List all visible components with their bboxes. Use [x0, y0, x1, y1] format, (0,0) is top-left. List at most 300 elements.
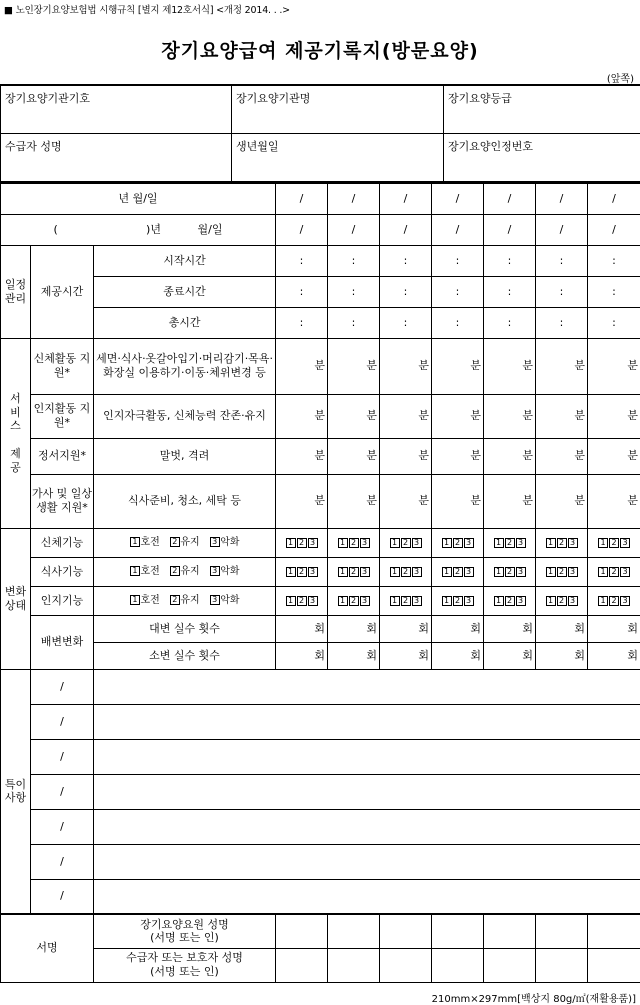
service-record-table [0, 182, 640, 983]
status-checkbox[interactable]: 3 [620, 538, 630, 548]
status-checkbox[interactable]: 3 [464, 538, 474, 548]
status-checkbox[interactable]: 3 [308, 567, 318, 577]
date-row-label [1, 183, 276, 214]
end-time-day-1[interactable]: : [276, 276, 328, 307]
caregiver-signature-day-5[interactable] [484, 914, 536, 948]
signature-label: 서명 [1, 914, 94, 982]
status-checkbox-group [337, 567, 370, 577]
option-worsened: 악화 [220, 566, 239, 577]
service-1-minutes-day-7[interactable]: 분 [588, 338, 640, 394]
special-note-text-7[interactable] [94, 879, 640, 914]
service-3-minutes-day-6[interactable]: 분 [536, 438, 588, 474]
status-checkbox[interactable]: 1 [390, 538, 400, 548]
status-checkbox[interactable]: 1 [286, 567, 296, 577]
status-options [129, 537, 239, 548]
date-day-4[interactable]: / [432, 183, 484, 214]
change-2-day-4 [432, 557, 484, 586]
special-note-date-6[interactable]: / [31, 844, 94, 879]
total-time-day-4[interactable]: : [432, 307, 484, 338]
status-checkbox[interactable]: 3 [568, 567, 578, 577]
guardian-signature-day-3[interactable] [380, 948, 432, 982]
status-checkbox[interactable]: 3 [412, 538, 422, 548]
caregiver-signature-day-1[interactable] [276, 914, 328, 948]
service-4-minutes-day-2[interactable]: 분 [328, 474, 380, 528]
option-box-1[interactable]: 1 [130, 537, 140, 547]
special-note-text-4[interactable] [94, 774, 640, 809]
guardian-signature-day-1[interactable] [276, 948, 328, 982]
recipient-name-label: 수급자 성명 [5, 140, 62, 153]
change-options-2 [94, 557, 276, 586]
guardian-name-label: 수급자 또는 보호자 성명 [126, 951, 243, 964]
caregiver-name-label: 장기요양요원 성명 [140, 918, 229, 931]
bowel-count-day-3[interactable]: 회 [380, 615, 432, 642]
service-3-minutes-day-2[interactable]: 분 [328, 438, 380, 474]
bowel-count-day-1[interactable]: 회 [276, 615, 328, 642]
guardian-signature-day-4[interactable] [432, 948, 484, 982]
option-maintained: 유지 [180, 595, 199, 606]
option-maintained: 유지 [180, 537, 199, 548]
guardian-signature-label [94, 948, 276, 982]
status-checkbox[interactable]: 1 [338, 567, 348, 577]
status-checkbox[interactable]: 2 [557, 538, 567, 548]
status-checkbox-group [285, 538, 318, 548]
change-1-day-3 [380, 528, 432, 557]
status-checkbox[interactable]: 1 [338, 596, 348, 606]
excretion-label: 배변변화 [31, 615, 94, 669]
year-date-day-7[interactable]: / [588, 214, 640, 245]
status-checkbox[interactable]: 1 [598, 567, 608, 577]
total-time-label: 총시간 [94, 307, 276, 338]
change-2-day-2 [328, 557, 380, 586]
special-note-text-6[interactable] [94, 844, 640, 879]
special-section-label [1, 778, 30, 806]
option-box-1[interactable]: 1 [130, 595, 140, 605]
urine-count-day-2[interactable]: 회 [328, 642, 380, 669]
status-checkbox[interactable]: 2 [401, 596, 411, 606]
option-box-3[interactable]: 3 [210, 537, 220, 547]
birth-date-field[interactable] [232, 133, 444, 181]
service-category-4: 가사 및 일상생활 지원* [31, 474, 94, 528]
service-category-2: 인지활동 지원* [31, 394, 94, 438]
change-3-day-4 [432, 586, 484, 615]
total-time-day-7[interactable]: : [588, 307, 640, 338]
service-section-label-char: 제 [1, 447, 30, 461]
status-checkbox-group [493, 567, 526, 577]
status-checkbox-group [285, 567, 318, 577]
law-reference-note: ■ 노인장기요양보험법 시행규칙 [별지 제12호서식] <개정 2014. . .> [4, 2, 290, 16]
urine-count-day-7[interactable]: 회 [588, 642, 640, 669]
option-box-1[interactable]: 1 [130, 566, 140, 576]
caregiver-signature-day-7[interactable] [588, 914, 640, 948]
caregiver-sign-note: (서명 또는 인) [150, 931, 219, 944]
urine-count-day-5[interactable]: 회 [484, 642, 536, 669]
status-checkbox[interactable]: 2 [505, 538, 515, 548]
service-4-minutes-day-7[interactable]: 분 [588, 474, 640, 528]
service-3-minutes-day-3[interactable]: 분 [380, 438, 432, 474]
status-checkbox[interactable]: 3 [620, 596, 630, 606]
status-checkbox[interactable]: 2 [349, 567, 359, 577]
change-3-day-5 [484, 586, 536, 615]
end-time-day-2[interactable]: : [328, 276, 380, 307]
status-checkbox-group [441, 596, 474, 606]
status-checkbox[interactable]: 3 [516, 596, 526, 606]
date-day-5[interactable]: / [484, 183, 536, 214]
special-note-date-4[interactable]: / [31, 774, 94, 809]
option-improved: 호전 [140, 566, 159, 577]
status-checkbox[interactable]: 3 [516, 567, 526, 577]
start-time-day-1[interactable]: : [276, 245, 328, 276]
status-checkbox[interactable]: 1 [286, 538, 296, 548]
front-page-label: (앞쪽) [607, 70, 634, 85]
end-time-day-7[interactable]: : [588, 276, 640, 307]
total-time-day-5[interactable]: : [484, 307, 536, 338]
status-checkbox[interactable]: 3 [568, 538, 578, 548]
paper-spec: 210mm×297mm[백상지 80g/㎡(재활용품)] [432, 990, 636, 1005]
status-checkbox-group [337, 538, 370, 548]
total-time-day-3[interactable]: : [380, 307, 432, 338]
service-2-minutes-day-5[interactable]: 분 [484, 394, 536, 438]
month-day-label: 월/일 [198, 223, 223, 236]
urine-count-label: 소변 실수 횟수 [94, 642, 276, 669]
service-2-minutes-day-3[interactable]: 분 [380, 394, 432, 438]
service-4-minutes-day-5[interactable]: 분 [484, 474, 536, 528]
service-3-minutes-day-5[interactable]: 분 [484, 438, 536, 474]
cert-number-label: 장기요양인정번호 [448, 140, 533, 153]
service-1-minutes-day-3[interactable]: 분 [380, 338, 432, 394]
status-checkbox[interactable]: 3 [360, 538, 370, 548]
status-checkbox[interactable]: 2 [609, 538, 619, 548]
special-note-date-7[interactable]: / [31, 879, 94, 914]
end-time-day-3[interactable]: : [380, 276, 432, 307]
bowel-count-day-6[interactable]: 회 [536, 615, 588, 642]
change-2-day-1 [276, 557, 328, 586]
basic-info-table [0, 84, 640, 182]
special-note-text-3[interactable] [94, 739, 640, 774]
caregiver-signature-label [94, 914, 276, 948]
institution-code-label: 장기요양기관기호 [5, 92, 90, 105]
service-detail-1: 세면·식사·옷갈아입기·머리감기·목욕·화장실 이용하기·이동·체위변경 등 [94, 338, 276, 394]
total-time-day-2[interactable]: : [328, 307, 380, 338]
service-section-label-char: 공 [1, 461, 30, 475]
service-time-group [31, 245, 94, 338]
status-checkbox-group [493, 538, 526, 548]
change-1-day-5 [484, 528, 536, 557]
year-date-day-1[interactable]: / [276, 214, 328, 245]
option-improved: 호전 [140, 537, 159, 548]
start-time-day-6[interactable]: : [536, 245, 588, 276]
status-checkbox-group [545, 567, 578, 577]
status-checkbox[interactable]: 2 [453, 596, 463, 606]
service-1-minutes-day-1[interactable]: 분 [276, 338, 328, 394]
special-note-date-1[interactable]: / [31, 669, 94, 704]
service-3-minutes-day-4[interactable]: 분 [432, 438, 484, 474]
schedule-section-label-char: 관리 [1, 292, 30, 306]
special-section-label-char: 사항 [1, 791, 30, 805]
institution-name-field[interactable] [232, 85, 444, 133]
option-box-2[interactable]: 2 [170, 595, 180, 605]
recipient-name-field[interactable] [1, 133, 232, 181]
change-1-day-4 [432, 528, 484, 557]
cert-number-field[interactable] [444, 133, 640, 181]
special-note-date-3[interactable]: / [31, 739, 94, 774]
bowel-count-day-4[interactable]: 회 [432, 615, 484, 642]
caregiver-signature-day-6[interactable] [536, 914, 588, 948]
special-note-text-1[interactable] [94, 669, 640, 704]
urine-count-day-1[interactable]: 회 [276, 642, 328, 669]
status-checkbox[interactable]: 2 [349, 538, 359, 548]
total-time-day-6[interactable]: : [536, 307, 588, 338]
status-checkbox[interactable]: 3 [464, 567, 474, 577]
option-improved: 호전 [140, 595, 159, 606]
end-time-day-5[interactable]: : [484, 276, 536, 307]
option-box-3[interactable]: 3 [210, 595, 220, 605]
status-checkbox[interactable]: 2 [609, 567, 619, 577]
service-1-minutes-day-2[interactable]: 분 [328, 338, 380, 394]
guardian-sign-note: (서명 또는 인) [150, 965, 219, 978]
year-date-day-5[interactable]: / [484, 214, 536, 245]
change-1-day-6 [536, 528, 588, 557]
year-date-day-3[interactable]: / [380, 214, 432, 245]
status-checkbox-group [337, 596, 370, 606]
end-time-day-6[interactable]: : [536, 276, 588, 307]
service-4-minutes-day-4[interactable]: 분 [432, 474, 484, 528]
status-options [129, 566, 239, 577]
status-checkbox[interactable]: 1 [494, 567, 504, 577]
change-2-day-5 [484, 557, 536, 586]
status-checkbox-group [389, 567, 422, 577]
service-3-minutes-day-1[interactable]: 분 [276, 438, 328, 474]
status-checkbox[interactable]: 1 [338, 538, 348, 548]
service-section-label [1, 392, 30, 475]
status-checkbox[interactable]: 2 [505, 596, 515, 606]
guardian-signature-day-7[interactable] [588, 948, 640, 982]
change-section-label-char: 상태 [1, 599, 30, 613]
caregiver-signature-day-2[interactable] [328, 914, 380, 948]
status-checkbox[interactable]: 1 [442, 567, 452, 577]
date-day-6[interactable]: / [536, 183, 588, 214]
status-checkbox-group [598, 538, 631, 548]
service-4-minutes-day-6[interactable]: 분 [536, 474, 588, 528]
change-row-label-1: 신체기능 [31, 528, 94, 557]
status-checkbox[interactable]: 2 [453, 567, 463, 577]
status-checkbox-group [441, 538, 474, 548]
status-checkbox[interactable]: 3 [464, 596, 474, 606]
status-checkbox[interactable]: 2 [297, 538, 307, 548]
status-checkbox[interactable]: 2 [297, 596, 307, 606]
guardian-signature-day-2[interactable] [328, 948, 380, 982]
caregiver-signature-day-3[interactable] [380, 914, 432, 948]
status-checkbox[interactable]: 2 [609, 596, 619, 606]
date-day-3[interactable]: / [380, 183, 432, 214]
bowel-count-day-7[interactable]: 회 [588, 615, 640, 642]
change-section-label [1, 585, 30, 613]
year-row-label [1, 214, 276, 245]
status-checkbox[interactable]: 1 [546, 538, 556, 548]
guardian-signature-day-5[interactable] [484, 948, 536, 982]
status-checkbox-group [545, 538, 578, 548]
status-checkbox[interactable]: 1 [390, 596, 400, 606]
status-checkbox[interactable]: 3 [568, 596, 578, 606]
schedule-section [1, 245, 31, 338]
change-2-day-3 [380, 557, 432, 586]
status-checkbox[interactable]: 2 [557, 567, 567, 577]
status-checkbox-group [285, 596, 318, 606]
institution-code-field[interactable] [1, 85, 232, 133]
status-checkbox[interactable]: 2 [505, 567, 515, 577]
status-checkbox[interactable]: 2 [297, 567, 307, 577]
service-1-minutes-day-5[interactable]: 분 [484, 338, 536, 394]
status-checkbox-group [493, 596, 526, 606]
change-1-day-7 [588, 528, 640, 557]
status-checkbox-group [598, 567, 631, 577]
status-checkbox[interactable]: 3 [516, 538, 526, 548]
bowel-count-day-5[interactable]: 회 [484, 615, 536, 642]
start-time-label: 시작시간 [94, 245, 276, 276]
service-2-minutes-day-6[interactable]: 분 [536, 394, 588, 438]
urine-count-day-6[interactable]: 회 [536, 642, 588, 669]
service-2-minutes-day-4[interactable]: 분 [432, 394, 484, 438]
change-2-day-6 [536, 557, 588, 586]
status-checkbox[interactable]: 1 [546, 567, 556, 577]
service-section-label-char: 스 [1, 419, 30, 433]
status-checkbox[interactable]: 1 [286, 596, 296, 606]
service-detail-4: 식사준비, 청소, 세탁 등 [94, 474, 276, 528]
status-checkbox[interactable]: 3 [620, 567, 630, 577]
service-2-minutes-day-7[interactable]: 분 [588, 394, 640, 438]
option-box-2[interactable]: 2 [170, 537, 180, 547]
year-open-paren: ( [54, 223, 58, 236]
status-checkbox[interactable]: 1 [442, 596, 452, 606]
change-3-day-3 [380, 586, 432, 615]
care-grade-field[interactable] [444, 85, 640, 133]
status-checkbox[interactable]: 1 [546, 596, 556, 606]
status-checkbox[interactable]: 3 [308, 596, 318, 606]
status-checkbox[interactable]: 1 [494, 596, 504, 606]
service-2-minutes-day-1[interactable]: 분 [276, 394, 328, 438]
special-note-text-2[interactable] [94, 704, 640, 739]
start-time-day-5[interactable]: : [484, 245, 536, 276]
special-section-label-char: 특이 [1, 778, 30, 792]
option-box-2[interactable]: 2 [170, 566, 180, 576]
service-detail-3: 말벗, 격려 [94, 438, 276, 474]
status-checkbox[interactable]: 1 [390, 567, 400, 577]
status-checkbox-group [389, 538, 422, 548]
service-section-label-char: 비 [1, 406, 30, 420]
service-section [1, 338, 31, 528]
date-day-1[interactable]: / [276, 183, 328, 214]
status-checkbox[interactable]: 3 [412, 567, 422, 577]
status-checkbox[interactable]: 3 [412, 596, 422, 606]
urine-count-day-4[interactable]: 회 [432, 642, 484, 669]
status-checkbox[interactable]: 2 [401, 538, 411, 548]
status-checkbox[interactable]: 2 [557, 596, 567, 606]
special-note-text-5[interactable] [94, 809, 640, 844]
start-time-day-7[interactable]: : [588, 245, 640, 276]
change-row-label-2: 식사기능 [31, 557, 94, 586]
start-time-day-2[interactable]: : [328, 245, 380, 276]
service-section-label-char [1, 433, 30, 447]
option-box-3[interactable]: 3 [210, 566, 220, 576]
status-checkbox[interactable]: 1 [442, 538, 452, 548]
total-time-day-1[interactable]: : [276, 307, 328, 338]
schedule-section-label-char: 일정 [1, 278, 30, 292]
change-3-day-2 [328, 586, 380, 615]
status-checkbox[interactable]: 3 [360, 596, 370, 606]
change-section-label-char: 변화 [1, 585, 30, 599]
change-3-day-6 [536, 586, 588, 615]
service-time-label: 제공시간 [41, 285, 84, 298]
start-time-day-4[interactable]: : [432, 245, 484, 276]
change-1-day-2 [328, 528, 380, 557]
status-options [129, 595, 239, 606]
service-category-1: 신체활동 지원* [31, 338, 94, 394]
guardian-signature-day-6[interactable] [536, 948, 588, 982]
status-checkbox[interactable]: 3 [360, 567, 370, 577]
change-1-day-1 [276, 528, 328, 557]
date-ymd-label: 년 월/일 [118, 192, 157, 205]
schedule-section-label [1, 278, 30, 306]
status-checkbox[interactable]: 2 [349, 596, 359, 606]
bowel-count-label: 대변 실수 횟수 [94, 615, 276, 642]
start-time-day-3[interactable]: : [380, 245, 432, 276]
service-1-minutes-day-4[interactable]: 분 [432, 338, 484, 394]
year-date-day-4[interactable]: / [432, 214, 484, 245]
change-2-day-7 [588, 557, 640, 586]
caregiver-signature-day-4[interactable] [432, 914, 484, 948]
change-options-1 [94, 528, 276, 557]
bowel-count-day-2[interactable]: 회 [328, 615, 380, 642]
special-note-date-5[interactable]: / [31, 809, 94, 844]
change-section [1, 528, 31, 669]
change-3-day-7 [588, 586, 640, 615]
urine-count-day-3[interactable]: 회 [380, 642, 432, 669]
change-row-label-3: 인지기능 [31, 586, 94, 615]
birth-date-label: 생년월일 [236, 140, 279, 153]
service-2-minutes-day-2[interactable]: 분 [328, 394, 380, 438]
service-1-minutes-day-6[interactable]: 분 [536, 338, 588, 394]
status-checkbox[interactable]: 1 [598, 596, 608, 606]
option-worsened: 악화 [220, 595, 239, 606]
status-checkbox[interactable]: 2 [453, 538, 463, 548]
date-day-2[interactable]: / [328, 183, 380, 214]
year-suffix: )년 [146, 223, 161, 236]
end-time-day-4[interactable]: : [432, 276, 484, 307]
service-4-minutes-day-3[interactable]: 분 [380, 474, 432, 528]
year-date-day-2[interactable]: / [328, 214, 380, 245]
status-checkbox[interactable]: 3 [308, 538, 318, 548]
institution-name-label: 장기요양기관명 [236, 92, 310, 105]
service-3-minutes-day-7[interactable]: 분 [588, 438, 640, 474]
special-note-date-2[interactable]: / [31, 704, 94, 739]
date-day-7[interactable]: / [588, 183, 640, 214]
care-grade-label: 장기요양등급 [448, 92, 512, 105]
option-maintained: 유지 [180, 566, 199, 577]
special-notes-section [1, 669, 31, 914]
year-date-day-6[interactable]: / [536, 214, 588, 245]
service-detail-2: 인지자극활동, 신체능력 잔존·유지 [94, 394, 276, 438]
status-checkbox[interactable]: 2 [401, 567, 411, 577]
change-options-3 [94, 586, 276, 615]
service-section-label-char: 서 [1, 392, 30, 406]
option-worsened: 악화 [220, 537, 239, 548]
status-checkbox-group [545, 596, 578, 606]
page-title: 장기요양급여 제공기록지(방문요양) [0, 36, 640, 63]
status-checkbox[interactable]: 1 [598, 538, 608, 548]
status-checkbox-group [598, 596, 631, 606]
end-time-label: 종료시간 [94, 276, 276, 307]
service-4-minutes-day-1[interactable]: 분 [276, 474, 328, 528]
status-checkbox[interactable]: 1 [494, 538, 504, 548]
